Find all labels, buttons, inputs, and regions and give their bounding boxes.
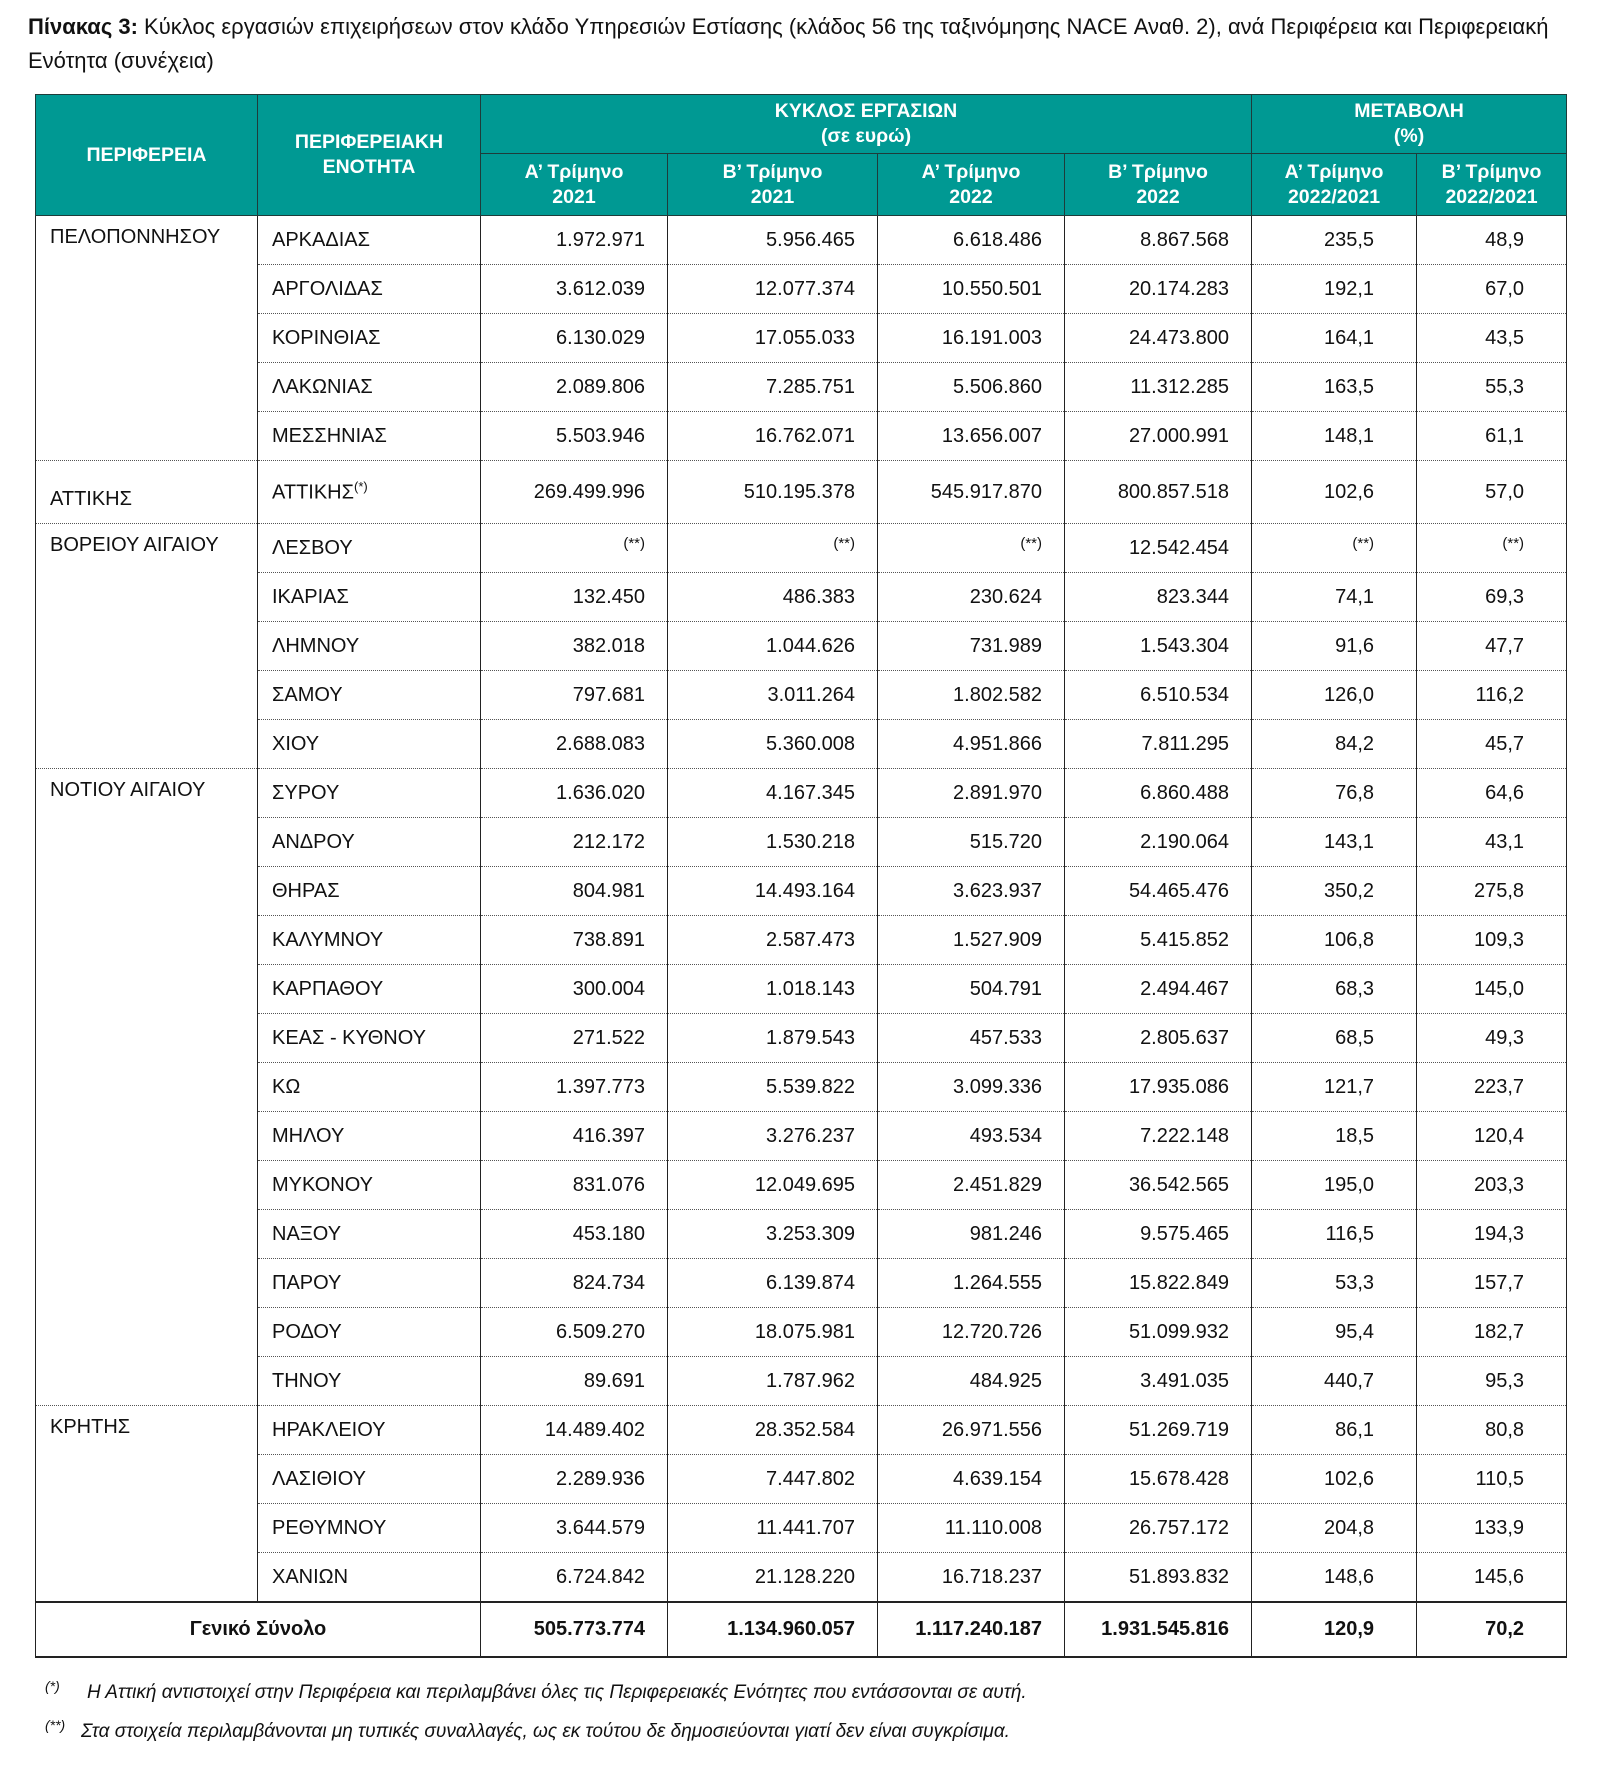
value-q2-2022: 3.491.035 xyxy=(1065,1357,1252,1406)
total-label: Γενικό Σύνολο xyxy=(36,1602,481,1657)
footnote-2: (**) Στα στοιχεία περιλαμβάνονται μη τυπικές συναλλαγές, ως εκ τούτου δε δημοσιεύονται γιατί δεν είναι συγκρίσιμα. xyxy=(45,1717,1010,1742)
caption-label: Πίνακας 3: xyxy=(28,14,138,39)
value-q2-2022: 6.860.488 xyxy=(1065,769,1252,818)
value-change-q2: 67,0 xyxy=(1417,265,1567,314)
table-row xyxy=(36,622,1567,671)
value-q1-2022: 457.533 xyxy=(878,1014,1065,1063)
value-change-q1: 76,8 xyxy=(1252,769,1417,818)
value-q2-2021: 28.352.584 xyxy=(668,1406,878,1455)
total-change-q1: 120,9 xyxy=(1252,1602,1417,1657)
value-q2-2021: 1.018.143 xyxy=(668,965,878,1014)
value-q2-2022: 7.222.148 xyxy=(1065,1112,1252,1161)
value-q1-2022: 11.110.008 xyxy=(878,1504,1065,1553)
regional-unit-cell: ΤΗΝΟΥ xyxy=(258,1357,481,1406)
value-q1-2022: 6.618.486 xyxy=(878,216,1065,265)
value-q2-2021: 1.530.218 xyxy=(668,818,878,867)
value-q1-2021: 824.734 xyxy=(481,1259,668,1308)
value-q2-2022: 36.542.565 xyxy=(1065,1161,1252,1210)
table-row xyxy=(36,1112,1567,1161)
value-change-q2: 47,7 xyxy=(1417,622,1567,671)
value-change-q1: 102,6 xyxy=(1252,461,1417,524)
value-q1-2021: 2.089.806 xyxy=(481,363,668,412)
regional-unit-cell: ΜΗΛΟΥ xyxy=(258,1112,481,1161)
total-row xyxy=(36,1602,1567,1657)
table-row xyxy=(36,916,1567,965)
header-change: ΜΕΤΑΒΟΛΗ (%) xyxy=(1252,95,1567,154)
value-q1-2022: 16.191.003 xyxy=(878,314,1065,363)
value-q1-2021: 453.180 xyxy=(481,1210,668,1259)
table-row xyxy=(36,1161,1567,1210)
value-q1-2022: 4.951.866 xyxy=(878,720,1065,769)
value-change-q1: 143,1 xyxy=(1252,818,1417,867)
value-q1-2021: 269.499.996 xyxy=(481,461,668,524)
value-q1-2022: 16.718.237 xyxy=(878,1553,1065,1603)
value-change-q2: 80,8 xyxy=(1417,1406,1567,1455)
table-row xyxy=(36,524,1567,573)
footnote-marker: (*) xyxy=(354,479,368,495)
value-q1-2022: 493.534 xyxy=(878,1112,1065,1161)
value-q2-2022: 27.000.991 xyxy=(1065,412,1252,461)
value-q2-2022: 15.678.428 xyxy=(1065,1455,1252,1504)
value-q1-2021: 3.644.579 xyxy=(481,1504,668,1553)
table-row xyxy=(36,671,1567,720)
value-q2-2021: 1.044.626 xyxy=(668,622,878,671)
value-change-q2: 275,8 xyxy=(1417,867,1567,916)
table-row xyxy=(36,1063,1567,1112)
value-change-q2: 145,6 xyxy=(1417,1553,1567,1603)
value-q2-2021: 5.539.822 xyxy=(668,1063,878,1112)
value-q2-2022: 2.494.467 xyxy=(1065,965,1252,1014)
table-row xyxy=(36,573,1567,622)
value-change-q1: 164,1 xyxy=(1252,314,1417,363)
value-change-q2: 57,0 xyxy=(1417,461,1567,524)
regional-unit-cell: ΗΡΑΚΛΕΙΟΥ xyxy=(258,1406,481,1455)
header-q2-2022: Β’ Τρίμηνο 2022 xyxy=(1065,154,1252,216)
value-q1-2022: 26.971.556 xyxy=(878,1406,1065,1455)
value-q2-2022: 51.099.932 xyxy=(1065,1308,1252,1357)
region-cell: ΚΡΗΤΗΣ xyxy=(36,1406,258,1603)
value-change-q1: 91,6 xyxy=(1252,622,1417,671)
value-q2-2021: 7.285.751 xyxy=(668,363,878,412)
value-change-q1: 148,6 xyxy=(1252,1553,1417,1603)
value-change-q2: 182,7 xyxy=(1417,1308,1567,1357)
value-q2-2021: 3.011.264 xyxy=(668,671,878,720)
value-q1-2022: 2.451.829 xyxy=(878,1161,1065,1210)
value-change-q2: 133,9 xyxy=(1417,1504,1567,1553)
value-change-q1: 350,2 xyxy=(1252,867,1417,916)
value-q1-2022: 1.264.555 xyxy=(878,1259,1065,1308)
value-change-q2: 116,2 xyxy=(1417,671,1567,720)
table-row xyxy=(36,1504,1567,1553)
value-change-q1 xyxy=(1252,524,1417,573)
value-q2-2022: 51.269.719 xyxy=(1065,1406,1252,1455)
value-q1-2021: 132.450 xyxy=(481,573,668,622)
total-change-q2: 70,2 xyxy=(1417,1602,1567,1657)
header-change-q1: Α’ Τρίμηνο 2022/2021 xyxy=(1252,154,1417,216)
value-change-q2: 194,3 xyxy=(1417,1210,1567,1259)
value-q2-2022: 17.935.086 xyxy=(1065,1063,1252,1112)
value-q2-2021 xyxy=(668,524,878,573)
value-q1-2021: 831.076 xyxy=(481,1161,668,1210)
regional-unit-cell: ΜΥΚΟΝΟΥ xyxy=(258,1161,481,1210)
table-row xyxy=(36,1553,1567,1603)
regional-unit-cell: ΑΝΔΡΟΥ xyxy=(258,818,481,867)
value-q2-2021: 18.075.981 xyxy=(668,1308,878,1357)
value-q2-2022: 20.174.283 xyxy=(1065,265,1252,314)
regional-unit-cell: ΧΙΟΥ xyxy=(258,720,481,769)
value-change-q1: 192,1 xyxy=(1252,265,1417,314)
value-q1-2021: 89.691 xyxy=(481,1357,668,1406)
value-q2-2022: 2.805.637 xyxy=(1065,1014,1252,1063)
value-q1-2021: 271.522 xyxy=(481,1014,668,1063)
regional-unit-cell: ΚΟΡΙΝΘΙΑΣ xyxy=(258,314,481,363)
value-change-q2: 69,3 xyxy=(1417,573,1567,622)
value-q1-2022: 230.624 xyxy=(878,573,1065,622)
table-row xyxy=(36,1406,1567,1455)
regional-unit-cell: ΘΗΡΑΣ xyxy=(258,867,481,916)
total-q1-2022: 1.117.240.187 xyxy=(878,1602,1065,1657)
value-change-q2: 61,1 xyxy=(1417,412,1567,461)
table-row xyxy=(36,769,1567,818)
value-change-q1: 68,3 xyxy=(1252,965,1417,1014)
value-q1-2022: 2.891.970 xyxy=(878,769,1065,818)
value-q2-2022: 823.344 xyxy=(1065,573,1252,622)
value-q2-2022: 24.473.800 xyxy=(1065,314,1252,363)
table-body xyxy=(36,216,1567,1603)
total-q2-2021: 1.134.960.057 xyxy=(668,1602,878,1657)
regional-unit-cell: ΑΤΤΙΚΗΣ(*) xyxy=(258,461,481,524)
value-q2-2021: 14.493.164 xyxy=(668,867,878,916)
value-q2-2022: 5.415.852 xyxy=(1065,916,1252,965)
value-q2-2022: 7.811.295 xyxy=(1065,720,1252,769)
value-change-q2: 43,1 xyxy=(1417,818,1567,867)
value-q1-2021: 6.509.270 xyxy=(481,1308,668,1357)
value-q1-2022: 731.989 xyxy=(878,622,1065,671)
value-q2-2021: 16.762.071 xyxy=(668,412,878,461)
regional-unit-cell: ΧΑΝΙΩΝ xyxy=(258,1553,481,1603)
regional-unit-cell: ΛΑΣΙΘΙΟΥ xyxy=(258,1455,481,1504)
value-change-q1: 163,5 xyxy=(1252,363,1417,412)
value-q1-2022: 504.791 xyxy=(878,965,1065,1014)
value-change-q2: 49,3 xyxy=(1417,1014,1567,1063)
value-q1-2022: 545.917.870 xyxy=(878,461,1065,524)
regional-unit-cell: ΚΑΛΥΜΝΟΥ xyxy=(258,916,481,965)
table-row xyxy=(36,461,1567,524)
value-change-q2: 48,9 xyxy=(1417,216,1567,265)
value-q2-2021: 3.276.237 xyxy=(668,1112,878,1161)
value-change-q1: 102,6 xyxy=(1252,1455,1417,1504)
value-change-q1: 86,1 xyxy=(1252,1406,1417,1455)
header-q1-2022: Α’ Τρίμηνο 2022 xyxy=(878,154,1065,216)
value-q1-2022: 12.720.726 xyxy=(878,1308,1065,1357)
value-q2-2021: 17.055.033 xyxy=(668,314,878,363)
value-q1-2021: 2.289.936 xyxy=(481,1455,668,1504)
value-change-q1: 148,1 xyxy=(1252,412,1417,461)
value-change-q1: 74,1 xyxy=(1252,573,1417,622)
value-q1-2021: 1.972.971 xyxy=(481,216,668,265)
value-q2-2021: 486.383 xyxy=(668,573,878,622)
value-q1-2022: 1.802.582 xyxy=(878,671,1065,720)
value-q1-2022: 515.720 xyxy=(878,818,1065,867)
value-change-q2: 43,5 xyxy=(1417,314,1567,363)
header-regional-unit: ΠΕΡΙΦΕΡΕΙΑΚΗ ΕΝΟΤΗΤΑ xyxy=(258,95,481,216)
regional-unit-cell: ΣΥΡΟΥ xyxy=(258,769,481,818)
value-q2-2021: 2.587.473 xyxy=(668,916,878,965)
regional-unit-cell: ΛΑΚΩΝΙΑΣ xyxy=(258,363,481,412)
value-change-q2: 223,7 xyxy=(1417,1063,1567,1112)
region-cell: ΠΕΛΟΠΟΝΝΗΣΟΥ xyxy=(36,216,258,461)
regional-unit-cell: ΝΑΞΟΥ xyxy=(258,1210,481,1259)
value-change-q2: 55,3 xyxy=(1417,363,1567,412)
value-change-q1: 84,2 xyxy=(1252,720,1417,769)
header-turnover: ΚΥΚΛΟΣ ΕΡΓΑΣΙΩΝ (σε ευρώ) xyxy=(481,95,1252,154)
value-q1-2022: 13.656.007 xyxy=(878,412,1065,461)
table-row xyxy=(36,216,1567,265)
value-q1-2021: 6.130.029 xyxy=(481,314,668,363)
regional-unit-cell: ΚΩ xyxy=(258,1063,481,1112)
value-q2-2022: 12.542.454 xyxy=(1065,524,1252,573)
not-available-marker: (**) xyxy=(1502,534,1525,552)
regional-unit-cell: ΠΑΡΟΥ xyxy=(258,1259,481,1308)
not-available-marker: (**) xyxy=(623,534,645,552)
value-q1-2022: 10.550.501 xyxy=(878,265,1065,314)
value-q1-2021: 1.636.020 xyxy=(481,769,668,818)
regional-unit-cell: ΜΕΣΣΗΝΙΑΣ xyxy=(258,412,481,461)
table-row xyxy=(36,720,1567,769)
value-q2-2022: 11.312.285 xyxy=(1065,363,1252,412)
value-q1-2021: 416.397 xyxy=(481,1112,668,1161)
not-available-marker: (**) xyxy=(1352,534,1375,552)
table-row xyxy=(36,1210,1567,1259)
value-q1-2021: 738.891 xyxy=(481,916,668,965)
regional-unit-cell: ΡΟΔΟΥ xyxy=(258,1308,481,1357)
table-row xyxy=(36,412,1567,461)
table-row xyxy=(36,363,1567,412)
regional-unit-cell: ΑΡΓΟΛΙΔΑΣ xyxy=(258,265,481,314)
value-q2-2022: 15.822.849 xyxy=(1065,1259,1252,1308)
value-q1-2022 xyxy=(878,524,1065,573)
table-caption xyxy=(28,10,1598,78)
value-q1-2021: 300.004 xyxy=(481,965,668,1014)
value-q1-2021: 797.681 xyxy=(481,671,668,720)
value-change-q1: 18,5 xyxy=(1252,1112,1417,1161)
regional-unit-cell: ΡΕΘΥΜΝΟΥ xyxy=(258,1504,481,1553)
value-q2-2021: 7.447.802 xyxy=(668,1455,878,1504)
value-q2-2021: 3.253.309 xyxy=(668,1210,878,1259)
value-change-q2 xyxy=(1417,524,1567,573)
regional-unit-cell: ΛΕΣΒΟΥ xyxy=(258,524,481,573)
value-change-q2: 95,3 xyxy=(1417,1357,1567,1406)
value-q1-2022: 4.639.154 xyxy=(878,1455,1065,1504)
value-q1-2022: 5.506.860 xyxy=(878,363,1065,412)
value-q2-2021: 5.360.008 xyxy=(668,720,878,769)
header-change-q2: Β’ Τρίμηνο 2022/2021 xyxy=(1417,154,1567,216)
value-q2-2021: 12.049.695 xyxy=(668,1161,878,1210)
value-q2-2022: 800.857.518 xyxy=(1065,461,1252,524)
value-change-q1: 195,0 xyxy=(1252,1161,1417,1210)
table-header xyxy=(36,95,1567,216)
value-q2-2021: 21.128.220 xyxy=(668,1553,878,1603)
value-q2-2022: 54.465.476 xyxy=(1065,867,1252,916)
regional-unit-cell: ΙΚΑΡΙΑΣ xyxy=(258,573,481,622)
table-row xyxy=(36,867,1567,916)
region-cell: ΒΟΡΕΙΟΥ ΑΙΓΑΙΟΥ xyxy=(36,524,258,769)
table-row xyxy=(36,265,1567,314)
value-q1-2021: 1.397.773 xyxy=(481,1063,668,1112)
not-available-marker: (**) xyxy=(1020,534,1042,552)
header-q2-2021: Β’ Τρίμηνο 2021 xyxy=(668,154,878,216)
value-change-q2: 120,4 xyxy=(1417,1112,1567,1161)
value-change-q1: 106,8 xyxy=(1252,916,1417,965)
value-change-q1: 440,7 xyxy=(1252,1357,1417,1406)
not-available-marker: (**) xyxy=(833,534,855,552)
value-q1-2021: 212.172 xyxy=(481,818,668,867)
value-q2-2022: 9.575.465 xyxy=(1065,1210,1252,1259)
value-q1-2021: 804.981 xyxy=(481,867,668,916)
value-change-q2: 45,7 xyxy=(1417,720,1567,769)
value-change-q2: 110,5 xyxy=(1417,1455,1567,1504)
header-q1-2021: Α’ Τρίμηνο 2021 xyxy=(481,154,668,216)
value-q1-2021: 382.018 xyxy=(481,622,668,671)
value-q2-2022: 6.510.534 xyxy=(1065,671,1252,720)
turnover-table xyxy=(35,94,1567,1658)
table-row xyxy=(36,1308,1567,1357)
value-q2-2021: 6.139.874 xyxy=(668,1259,878,1308)
table-row xyxy=(36,818,1567,867)
total-q2-2022: 1.931.545.816 xyxy=(1065,1602,1252,1657)
header-region: ΠΕΡΙΦΕΡΕΙΑ xyxy=(36,95,258,216)
value-change-q2: 64,6 xyxy=(1417,769,1567,818)
value-q1-2021: 6.724.842 xyxy=(481,1553,668,1603)
value-change-q1: 204,8 xyxy=(1252,1504,1417,1553)
value-change-q2: 203,3 xyxy=(1417,1161,1567,1210)
value-change-q2: 157,7 xyxy=(1417,1259,1567,1308)
table-row xyxy=(36,965,1567,1014)
value-change-q1: 121,7 xyxy=(1252,1063,1417,1112)
value-change-q1: 68,5 xyxy=(1252,1014,1417,1063)
value-change-q1: 116,5 xyxy=(1252,1210,1417,1259)
footnotes xyxy=(45,1670,1027,1748)
value-q2-2021: 5.956.465 xyxy=(668,216,878,265)
value-change-q2: 109,3 xyxy=(1417,916,1567,965)
table-row xyxy=(36,1455,1567,1504)
value-change-q1: 53,3 xyxy=(1252,1259,1417,1308)
regional-unit-cell: ΑΡΚΑΔΙΑΣ xyxy=(258,216,481,265)
caption-text: Κύκλος εργασιών επιχειρήσεων στον κλάδο Υπηρεσιών Εστίασης (κλάδος 56 της ταξινόμησης NACE Αναθ. 2), ανά Περιφέρεια και Περιφερειακή Ενότητα (συνέχεια) xyxy=(28,14,1549,73)
value-q1-2021: 5.503.946 xyxy=(481,412,668,461)
value-q1-2022: 3.099.336 xyxy=(878,1063,1065,1112)
value-q1-2021: 2.688.083 xyxy=(481,720,668,769)
table-row xyxy=(36,1357,1567,1406)
table-row xyxy=(36,1259,1567,1308)
value-q2-2021: 4.167.345 xyxy=(668,769,878,818)
value-q1-2021: 3.612.039 xyxy=(481,265,668,314)
total-q1-2021: 505.773.774 xyxy=(481,1602,668,1657)
regional-unit-cell: ΚΑΡΠΑΘΟΥ xyxy=(258,965,481,1014)
value-q2-2022: 1.543.304 xyxy=(1065,622,1252,671)
value-q2-2021: 1.879.543 xyxy=(668,1014,878,1063)
region-cell: ΑΤΤΙΚΗΣ xyxy=(36,461,258,524)
value-q1-2022: 3.623.937 xyxy=(878,867,1065,916)
region-cell: ΝΟΤΙΟΥ ΑΙΓΑΙΟΥ xyxy=(36,769,258,1406)
table-row xyxy=(36,314,1567,363)
value-change-q1: 126,0 xyxy=(1252,671,1417,720)
value-change-q2: 145,0 xyxy=(1417,965,1567,1014)
value-q2-2022: 51.893.832 xyxy=(1065,1553,1252,1603)
table-row xyxy=(36,1014,1567,1063)
value-q2-2022: 26.757.172 xyxy=(1065,1504,1252,1553)
value-q2-2021: 11.441.707 xyxy=(668,1504,878,1553)
value-q2-2022: 8.867.568 xyxy=(1065,216,1252,265)
footnote-1: (*) Η Αττική αντιστοιχεί στην Περιφέρεια και περιλαμβάνει όλες τις Περιφερειακές Ενότητες που εντάσσονται σε αυτή. xyxy=(45,1678,1027,1703)
value-q1-2022: 484.925 xyxy=(878,1357,1065,1406)
value-q2-2021: 510.195.378 xyxy=(668,461,878,524)
value-q1-2021 xyxy=(481,524,668,573)
regional-unit-cell: ΛΗΜΝΟΥ xyxy=(258,622,481,671)
regional-unit-cell: ΚΕΑΣ - ΚΥΘΝΟΥ xyxy=(258,1014,481,1063)
value-change-q1: 95,4 xyxy=(1252,1308,1417,1357)
value-change-q1: 235,5 xyxy=(1252,216,1417,265)
value-q1-2021: 14.489.402 xyxy=(481,1406,668,1455)
value-q2-2021: 12.077.374 xyxy=(668,265,878,314)
value-q1-2022: 1.527.909 xyxy=(878,916,1065,965)
value-q1-2022: 981.246 xyxy=(878,1210,1065,1259)
regional-unit-cell: ΣΑΜΟΥ xyxy=(258,671,481,720)
value-q2-2022: 2.190.064 xyxy=(1065,818,1252,867)
value-q2-2021: 1.787.962 xyxy=(668,1357,878,1406)
